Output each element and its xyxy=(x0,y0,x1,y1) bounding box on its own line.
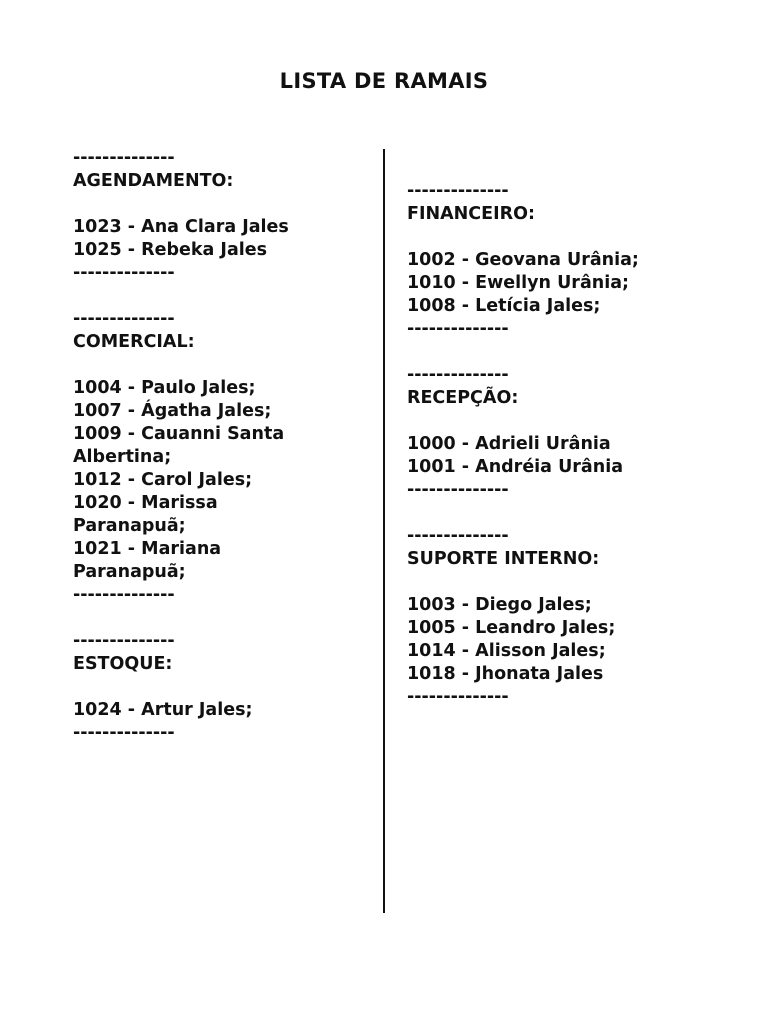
left-separator: -------------- xyxy=(73,309,175,329)
left-column xyxy=(73,147,363,745)
right-extension-entry: 1008 - Letícia Jales; xyxy=(407,296,601,316)
page-title: LISTA DE RAMAIS xyxy=(279,69,489,93)
right-blank-line xyxy=(407,226,707,249)
left-section-heading: COMERCIAL: xyxy=(73,332,195,352)
right-extension-entry: 1002 - Geovana Urânia; xyxy=(407,250,639,270)
left-blank-line xyxy=(73,354,363,377)
right-separator: -------------- xyxy=(407,480,509,500)
right-separator: -------------- xyxy=(407,365,509,385)
right-extension-entry: 1000 - Adrieli Urânia xyxy=(407,434,611,454)
right-section-heading: SUPORTE INTERNO: xyxy=(407,549,600,569)
left-extension-entry: 1021 - Mariana xyxy=(73,539,222,559)
right-blank-line xyxy=(407,341,707,364)
left-extension-entry: 1004 - Paulo Jales; xyxy=(73,378,256,398)
right-section-heading: FINANCEIRO: xyxy=(407,204,535,224)
left-separator: -------------- xyxy=(73,148,175,168)
left-entry-continuation: Paranapuã; xyxy=(73,516,186,536)
left-extension-entry: 1024 - Artur Jales; xyxy=(73,700,253,720)
right-section-heading: RECEPÇÃO: xyxy=(407,388,519,408)
left-extension-entry: 1023 - Ana Clara Jales xyxy=(73,217,289,237)
left-separator: -------------- xyxy=(73,585,175,605)
left-blank-line xyxy=(73,607,363,630)
left-extension-entry: 1012 - Carol Jales; xyxy=(73,470,253,490)
right-extension-entry: 1014 - Alisson Jales; xyxy=(407,641,606,661)
left-blank-line xyxy=(73,285,363,308)
right-extension-entry: 1010 - Ewellyn Urânia; xyxy=(407,273,630,293)
left-entry-continuation: Albertina; xyxy=(73,447,172,467)
left-section-heading: ESTOQUE: xyxy=(73,654,173,674)
right-separator: -------------- xyxy=(407,687,509,707)
left-extension-entry: 1007 - Ágatha Jales; xyxy=(73,401,272,421)
left-separator: -------------- xyxy=(73,723,175,743)
left-section-heading: AGENDAMENTO: xyxy=(73,171,234,191)
left-extension-entry: 1020 - Marissa xyxy=(73,493,218,513)
left-entry-continuation: Paranapuã; xyxy=(73,562,186,582)
right-column xyxy=(407,180,707,709)
left-extension-entry: 1025 - Rebeka Jales xyxy=(73,240,268,260)
left-separator: -------------- xyxy=(73,631,175,651)
right-separator: -------------- xyxy=(407,526,509,546)
left-separator: -------------- xyxy=(73,263,175,283)
right-separator: -------------- xyxy=(407,181,509,201)
right-extension-entry: 1001 - Andréia Urânia xyxy=(407,457,623,477)
right-extension-entry: 1003 - Diego Jales; xyxy=(407,595,592,615)
left-blank-line xyxy=(73,676,363,699)
left-extension-entry: 1009 - Cauanni Santa xyxy=(73,424,285,444)
left-blank-line xyxy=(73,193,363,216)
right-separator: -------------- xyxy=(407,319,509,339)
right-blank-line xyxy=(407,571,707,594)
right-extension-entry: 1005 - Leandro Jales; xyxy=(407,618,616,638)
right-blank-line xyxy=(407,502,707,525)
right-blank-line xyxy=(407,410,707,433)
column-divider xyxy=(383,149,385,913)
right-extension-entry: 1018 - Jhonata Jales xyxy=(407,664,604,684)
